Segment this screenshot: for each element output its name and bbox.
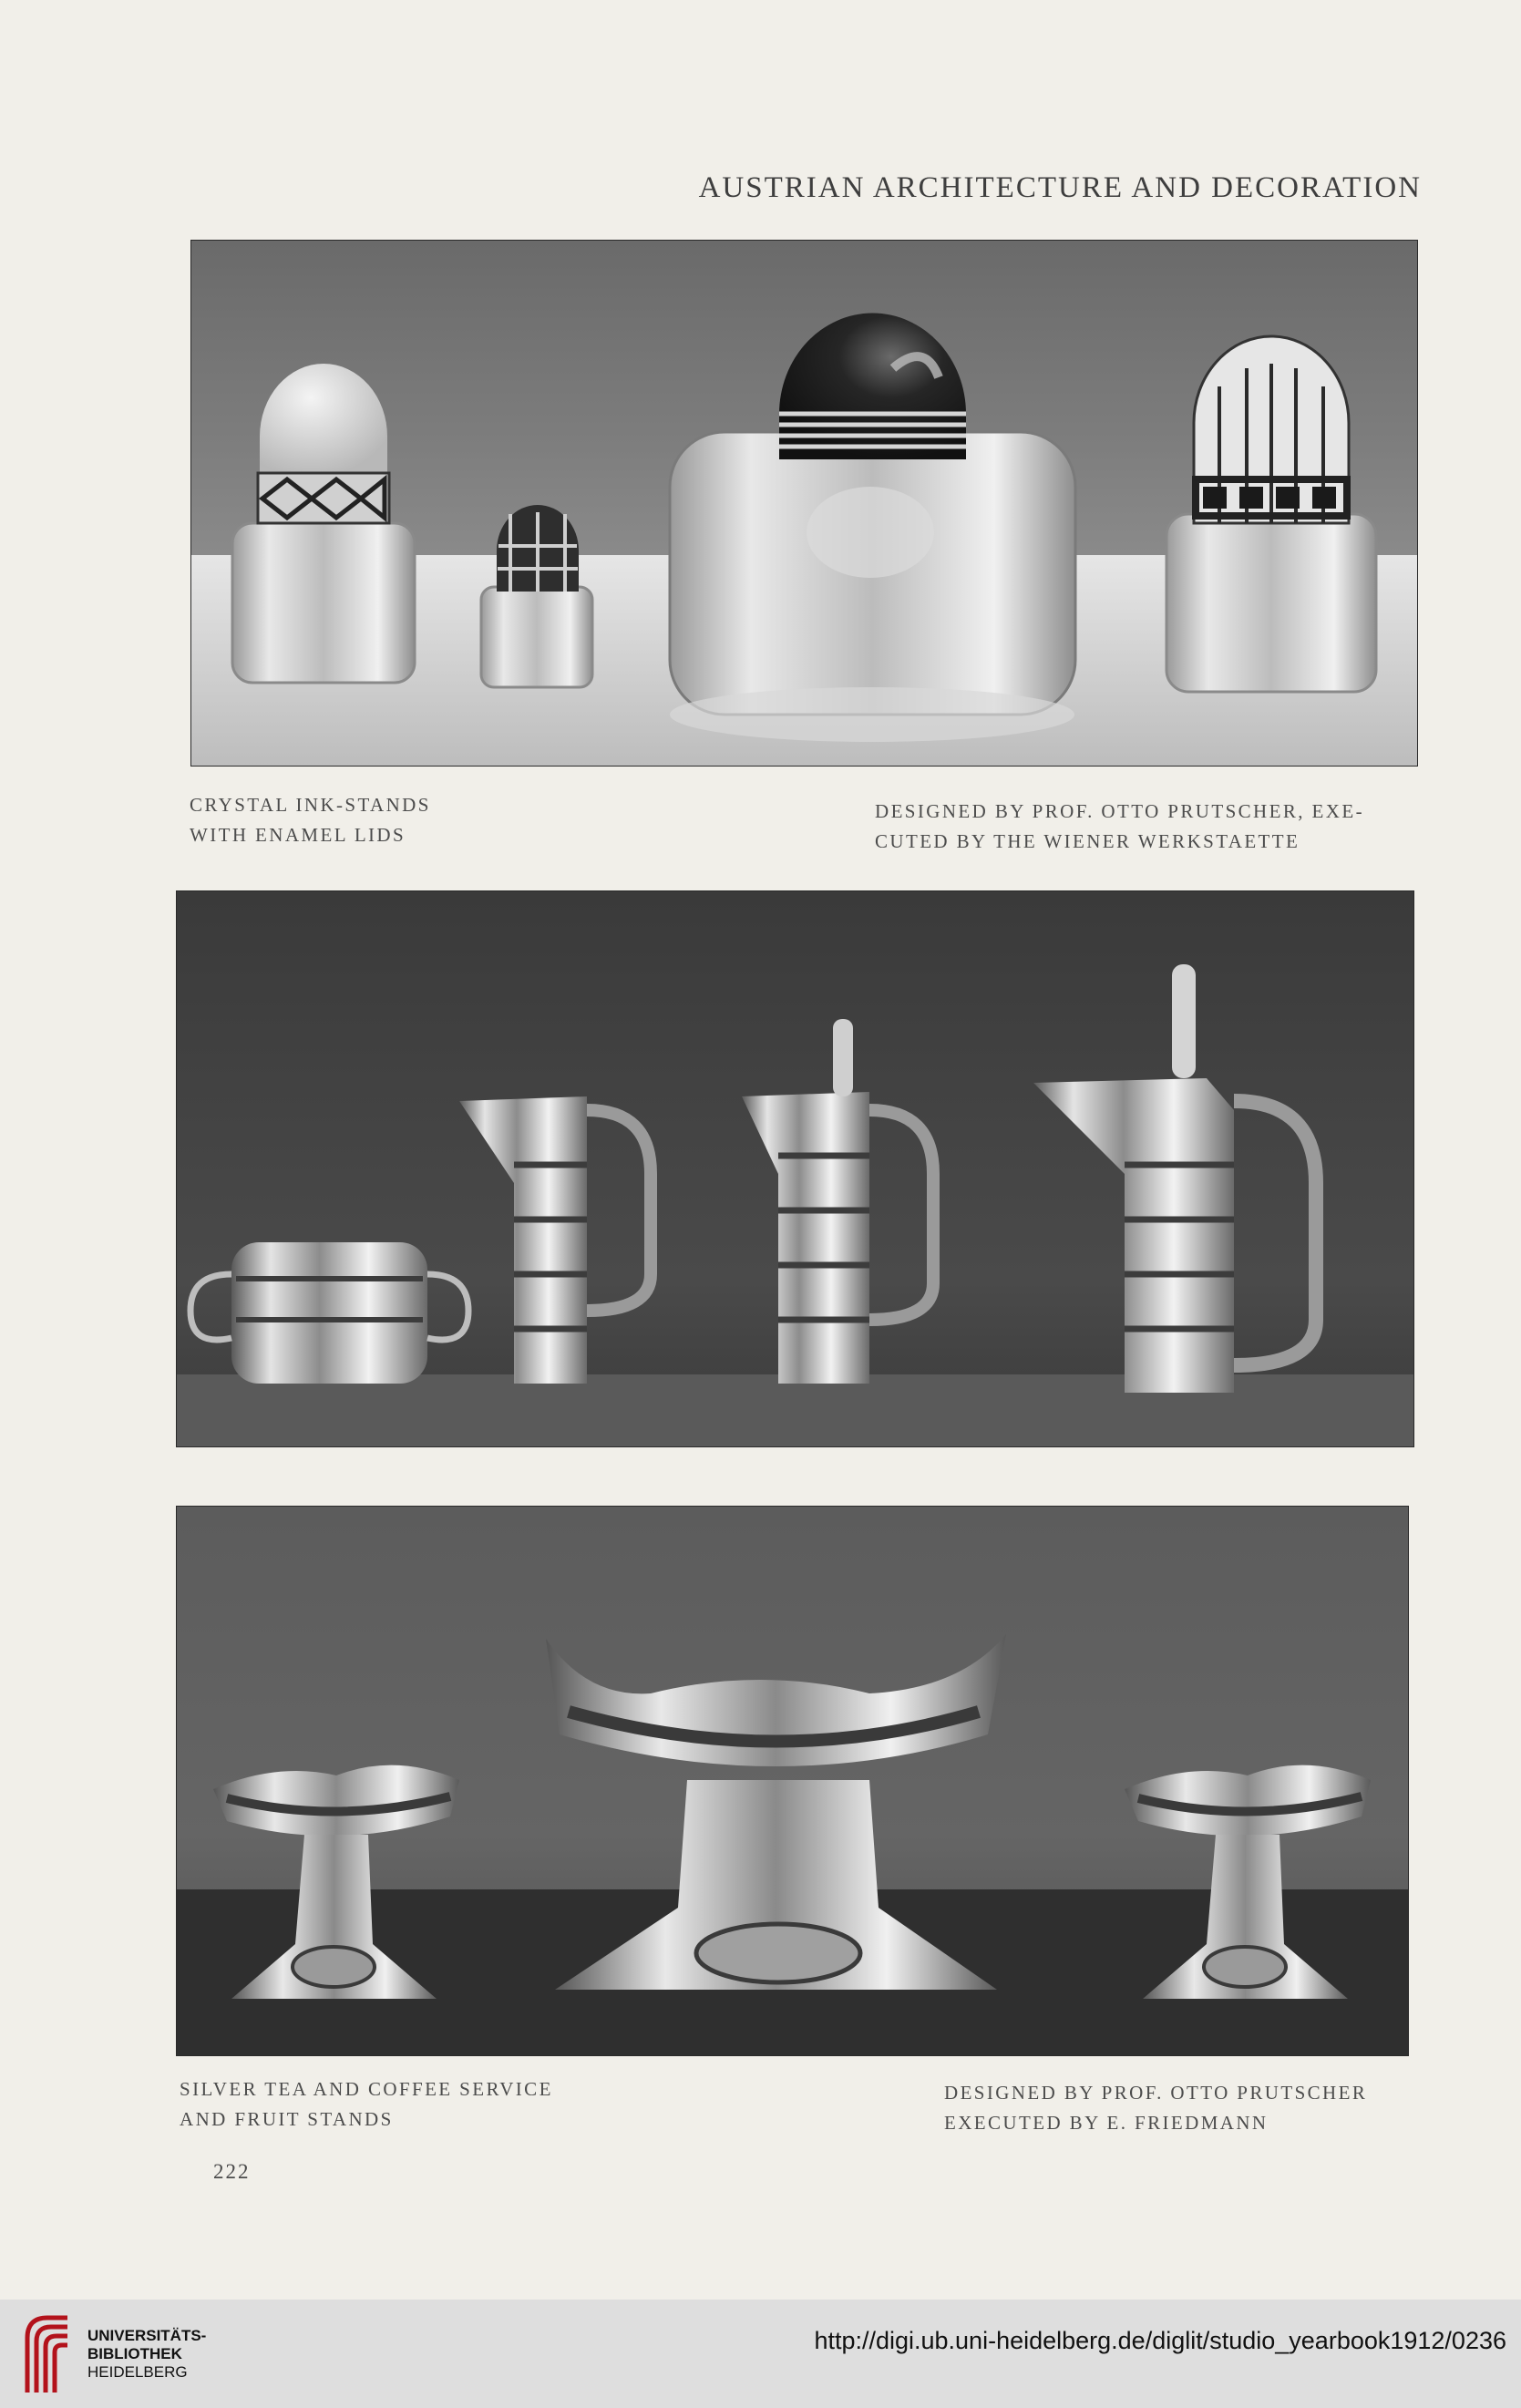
caption-line: SILVER TEA AND COFFEE SERVICE (180, 2078, 553, 2100)
caption-line: CRYSTAL INK-STANDS (190, 794, 431, 816)
source-url-link[interactable]: http://digi.ub.uni-heidelberg.de/diglit/studio_yearbook1912/0236 (814, 2327, 1506, 2354)
crystal-ink-stands-photo (191, 241, 1417, 766)
caption-line: AND FRUIT STANDS (180, 2108, 394, 2130)
library-logo-icon (20, 2310, 75, 2398)
caption-line: WITH ENAMEL LIDS (190, 824, 406, 846)
library-line: UNIVERSITÄTS- (87, 2327, 207, 2344)
library-line: HEIDELBERG (87, 2363, 188, 2381)
digitization-footer (0, 2300, 1521, 2408)
silver-tea-coffee-service-photo (177, 891, 1413, 1446)
caption-ink-stands-credit (875, 797, 1364, 857)
silver-fruit-stands-photo (177, 1507, 1408, 2055)
library-name (87, 2327, 206, 2382)
ink-stands-photo (190, 240, 1418, 767)
library-line: BIBLIOTHEK (87, 2345, 182, 2362)
page-number: 222 (213, 2160, 251, 2183)
caption-service-title (180, 2074, 553, 2135)
caption-line: DESIGNED BY PROF. OTTO PRUTSCHER (944, 2082, 1368, 2104)
tea-service-photo (176, 890, 1414, 1447)
running-head: AUSTRIAN ARCHITECTURE AND DECORATION (698, 171, 1422, 204)
fruit-stands-photo (176, 1506, 1409, 2056)
caption-line: EXECUTED BY E. FRIEDMANN (944, 2112, 1269, 2134)
caption-service-credit (944, 2078, 1367, 2138)
caption-ink-stands-title (190, 790, 431, 850)
caption-line: DESIGNED BY PROF. OTTO PRUTSCHER, EXE- (875, 800, 1364, 822)
caption-line: CUTED BY THE WIENER WERKSTAETTE (875, 830, 1300, 852)
